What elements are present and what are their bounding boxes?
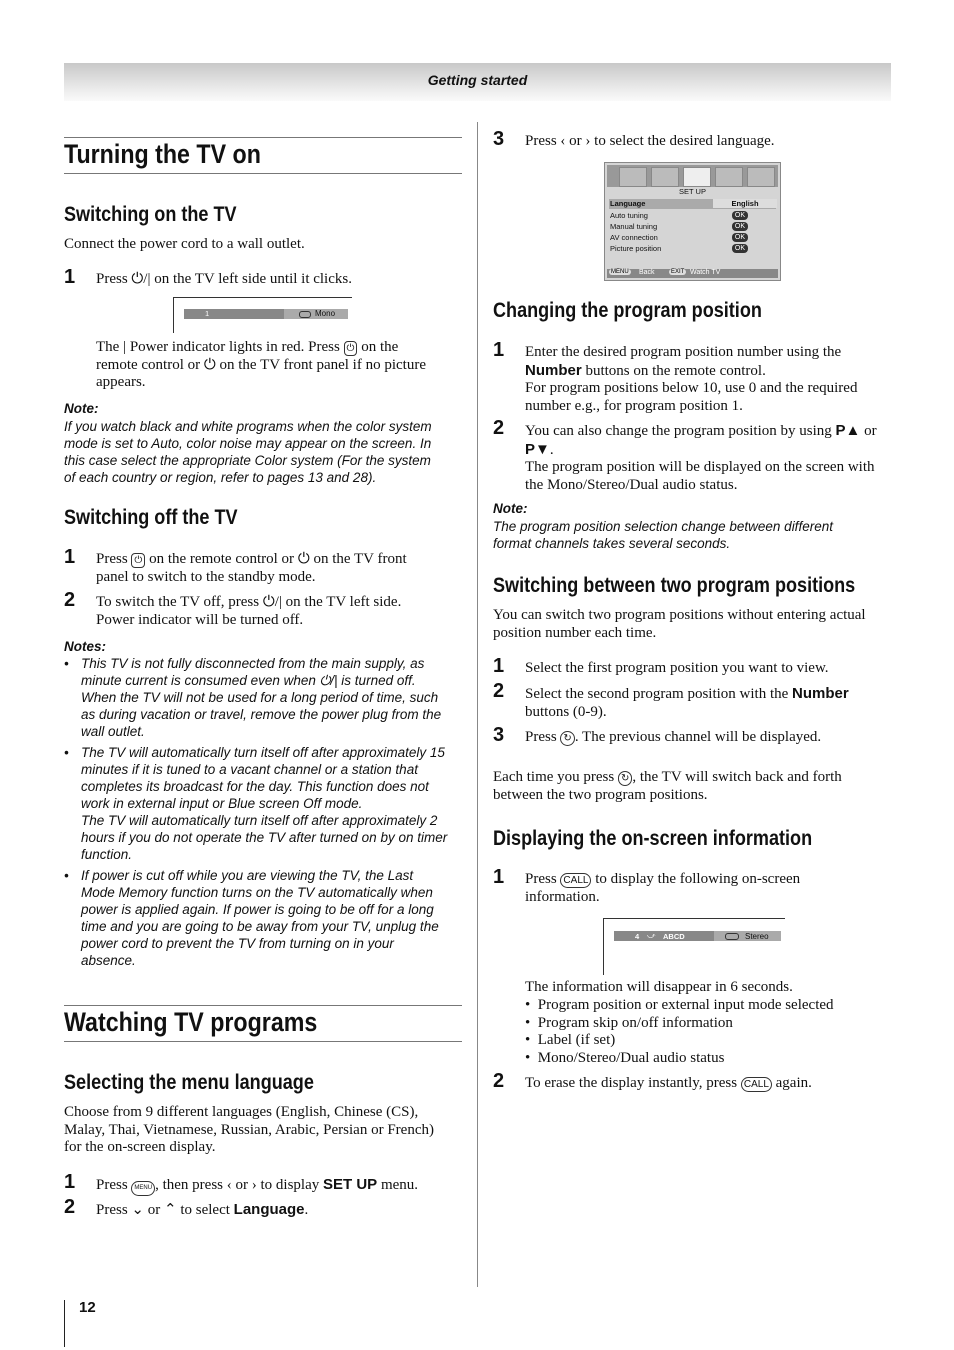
step-number: 2 (64, 1196, 76, 1218)
power-button-icon: ⏻ (344, 341, 358, 356)
heading-switching-on: Switching on the TV (64, 203, 237, 226)
menu-title: SET UP (679, 187, 706, 196)
stereo-icon (725, 933, 739, 940)
indicator-text: The | Power indicator lights in red. Press ⏻ on the remote control or ⏻ on the TV front panel if no picture appears. (96, 339, 426, 390)
list-item: • If power is cut off while you are viewing the TV, the Last Mode Memory function turns on the TV automatically when power is applied again. If power is going to be off for a long time and you are going to be away from your TV, unplug the power cord to prevent the TV from turning on in your absence. (64, 868, 439, 968)
menu-row: Auto tuning OK (609, 211, 776, 221)
two-each-time: Each time you press ↻ , the TV will switch back and forth between the two program positions. (493, 769, 842, 803)
list-item: • Label (if set) (525, 1032, 616, 1048)
list-item: • Program skip on/off information (525, 1014, 733, 1031)
ml-step2: Press ⌄ or ⌃ to select Language. (96, 1201, 309, 1218)
power-button-icon: ⏻ (131, 553, 145, 568)
menu-language-intro: Choose from 9 different languages (English, Chinese (CS), Malay, Thai, Vietnamese, Russian, Arabic, Persian or French) for the on-screen display. (64, 1104, 434, 1155)
chevron-down-icon: ⌄ (131, 1202, 144, 1218)
section-heading-box (64, 1005, 462, 1042)
step-number: 1 (493, 866, 505, 888)
disp-info: The information will disappear in 6 seconds. (525, 979, 793, 995)
menu-row: AV connection OK (609, 233, 776, 243)
list-item: • This TV is not fully disconnected from the main supply, as minute current is consumed even when ⏻/| is turned off. When the TV will not be used for a long period of time, such as during vacation or travel, remove the power plug from the wall outlet. (64, 656, 442, 739)
return-button-icon: ↻ (560, 731, 574, 746)
note-body: If you watch black and white programs when the color system mode is set to Auto, color noise may appear on the screen. In this case select the appropriate Color system (For the system of each country or region, refer to pages 13 and 28). (64, 419, 432, 485)
section-title: Getting started (427, 72, 528, 88)
disp-bullets (525, 997, 834, 1067)
off-step2: To switch the TV off, press ⏻/| on the TV left side. Power indicator will be turned off. (96, 594, 402, 628)
step-number: 1 (64, 1171, 76, 1193)
disp-step1: Press CALL to display the following on-screen information. (525, 871, 801, 905)
lang-step3: Press ‹ or › to select the desired language. (525, 133, 775, 149)
chevron-left-icon: ‹ (560, 133, 566, 149)
heading-two-positions: Switching between two program positions (493, 574, 856, 597)
two-step1: Select the first program position you want to view. (525, 660, 829, 676)
page-header (64, 63, 891, 101)
ch-step1: Enter the desired program position number using the Number buttons on the remote control. For program positions below 10, use 0 and the required number e.g., for program position 1. (525, 344, 858, 414)
disp-step2: To erase the display instantly, press CALL again. (525, 1075, 812, 1091)
step-number: 3 (493, 724, 505, 746)
two-step3: Press ↻ . The previous channel will be displayed. (525, 729, 822, 745)
osd-mono: Mono (315, 309, 336, 318)
skip-icon: ⤻ (647, 931, 656, 940)
return-button-icon: ↻ (618, 771, 632, 786)
power-icon: ⏻ (203, 356, 216, 373)
heading-onscreen-info: Displaying the on-screen information (493, 827, 813, 850)
menu-row: Language English (609, 199, 776, 209)
note-title: Note: (493, 501, 528, 516)
osd-channel: 4 (635, 932, 640, 941)
heading-turning-on: Turning the TV on (64, 139, 261, 169)
list-item: • Mono/Stereo/Dual audio status (525, 1049, 725, 1066)
step-number: 3 (493, 128, 505, 150)
menu-footer: MENU Back EXIT Watch TV (607, 269, 778, 278)
osd-mono-display (173, 297, 352, 333)
page-number: 12 (79, 1299, 96, 1316)
heading-switching-off: Switching off the TV (64, 506, 238, 529)
call-button-icon: CALL (560, 873, 591, 888)
off-step1: Press ⏻ on the remote control or ⏻ on the TV front panel to switch to the standby mode. (96, 551, 407, 585)
step-number: 1 (64, 266, 76, 288)
call-button-icon: CALL (741, 1077, 772, 1092)
chevron-right-icon: › (585, 133, 591, 149)
power-icon: ⏻/| (131, 271, 151, 287)
section-heading-box (64, 137, 462, 174)
power-icon: ⏻/| (262, 594, 282, 610)
list-item: • Program position or external input mode selected (525, 997, 834, 1013)
step-number: 1 (64, 546, 76, 568)
osd-label: ABCD (663, 932, 685, 941)
chevron-left-icon: ‹ (226, 1177, 232, 1193)
mono-icon (299, 311, 311, 318)
column-divider (477, 122, 478, 1287)
note-body: The program position selection change between different format channels takes several seconds. (493, 519, 833, 551)
heading-menu-language: Selecting the menu language (64, 1071, 314, 1094)
menu-button-icon: MENU (131, 1181, 155, 1196)
setup-icon (683, 167, 711, 187)
chevron-up-icon: ⌃ (164, 1202, 177, 1218)
osd-stereo: Stereo (745, 932, 769, 941)
note-title: Note: (64, 401, 99, 416)
heading-changing-position: Changing the program position (493, 299, 762, 322)
ml-step1: Press MENU , then press ‹ or › to display SET UP menu. (96, 1176, 418, 1196)
two-step2: Select the second program position with the Number buttons (0-9). (525, 685, 849, 720)
step-number: 1 (493, 339, 505, 361)
step-number: 2 (493, 417, 505, 439)
step-number: 2 (493, 680, 505, 702)
osd-channel: 1 (205, 309, 210, 318)
list-item: • The TV will automatically turn itself off after approximately 15 minutes if it is tuned to a vacant channel or a station that completes its broadcast for the day. This function does not work in external input or Blue screen Off mode. The TV will automatically turn itself off after approximately 2 hours if you do not operate the TV after turned on by on timer function. (64, 745, 448, 862)
menu-row: Picture position OK (609, 244, 776, 254)
switch-on-intro: Connect the power cord to a wall outlet. (64, 236, 305, 252)
lock-icon (747, 167, 775, 187)
notes-title: Notes: (64, 639, 107, 654)
power-icon: ⏻ (297, 551, 310, 567)
sound-icon (651, 167, 679, 187)
menu-row: Manual tuning OK (609, 222, 776, 232)
osd-info-display (603, 918, 785, 975)
timer-icon (715, 167, 743, 187)
ch-step2: You can also change the program position by using P▲ or P▼. The program position will be displayed on the screen with the Mono/Stereo/Dual audio status. (525, 422, 877, 493)
heading-watching: Watching TV programs (64, 1007, 318, 1037)
step-number: 2 (64, 589, 76, 611)
step-number: 1 (493, 655, 505, 677)
step-number: 2 (493, 1070, 505, 1092)
two-intro: You can switch two program positions without entering actual position number each time. (493, 607, 866, 641)
page-number-rule (64, 1300, 65, 1347)
on-step1: Press ⏻/| on the TV left side until it clicks. (96, 271, 352, 287)
setup-menu-screen (604, 162, 781, 281)
notes-list (64, 655, 464, 969)
picture-icon (619, 167, 647, 187)
chevron-right-icon: › (251, 1177, 257, 1193)
menu-icon-bar (607, 165, 778, 187)
